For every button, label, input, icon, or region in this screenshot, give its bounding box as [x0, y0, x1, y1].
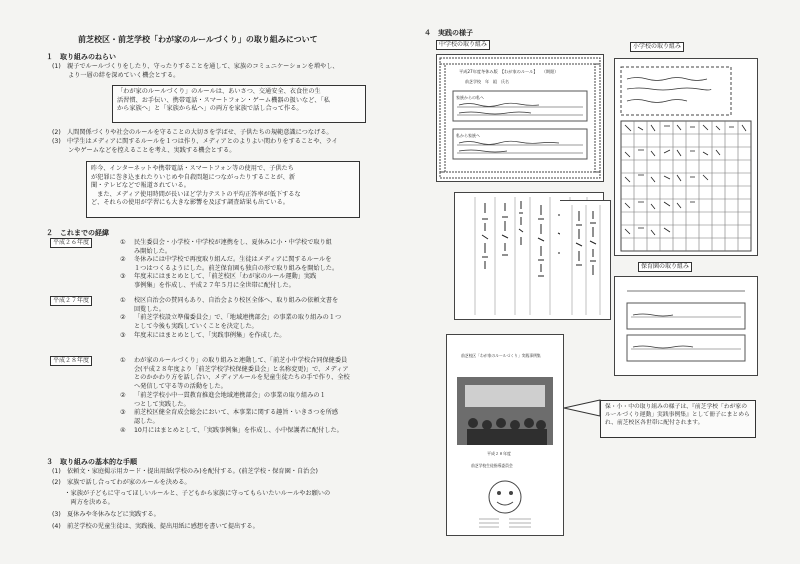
jhs-handwritten-scan-2 — [560, 200, 611, 320]
nursery-form-scan — [614, 276, 758, 376]
list-item: へ発信して守る等の活動をした。 — [134, 382, 227, 390]
caption-box: 保・小・中の取り組みの様子は、『前芝学校「わが家のルールづくり運動」実践事例集』として冊子にまとめられ、前芝校区各世帯に配付されます。 — [600, 400, 756, 438]
es-form-scan — [614, 58, 758, 256]
es-label: 小学校の取り組み — [630, 42, 684, 52]
note-line: が犯罪に巻き込まれたりいじめや自殺問題につながったりすることが、新 — [91, 173, 296, 181]
booklet-cover — [446, 334, 564, 536]
nursery-label: 保育園の取り組み — [638, 262, 692, 272]
list-number: ① — [120, 357, 126, 364]
list-item: 回覧した。 — [134, 305, 165, 313]
booklet-photo — [457, 377, 553, 445]
list-item: 民生委員会・小学校・中学校が連携をし、夏休みに小・中学校で取り組 — [134, 239, 332, 246]
procedure-item: (2) 家族で話し合ってわが家のルールを決める。 — [52, 479, 191, 486]
es-form-drawing — [615, 59, 757, 255]
list-item: １つはつくるようにした。前芝保育園も独自の形で取り組みを開始した。 — [134, 264, 339, 272]
note-line: 昨今、インターネットや携帯電話・スマートフォン等の使用で、子供たち — [91, 165, 294, 172]
quote-line: 「わが家のルールづくり」のルールは、あいさつ、交通安全、衣食住の生 — [117, 88, 321, 95]
list-number: ① — [120, 239, 126, 246]
list-item: 年度末にはまとめとして、「前芝校区「わが家のルール運動」実践 — [134, 273, 317, 281]
section-3-heading: ３ 取り組みの基本的な手順 — [46, 458, 137, 466]
paragraph: (2) 人間関係づくりや社会のルールを守ることの大切さを学ばせ、子供たちの規範意識につなげる。 — [52, 129, 333, 136]
quote-line: 活習慣、お手伝い、携帯電話・スマートフォン・ゲーム機器の扱いなど、「私 — [117, 96, 330, 104]
list-item: 「前芝学校小中一貫教育推進会地域連携部会」の事業の取り組みの１ — [134, 392, 326, 399]
list-item: 年度末にはまとめとして、「実践事例集」を作成した。 — [134, 331, 286, 339]
section-2-heading: ２ これまでの経緯 — [46, 229, 109, 237]
list-item: 前芝校区健全育成会総会において、本事業に関する趣旨・いきさつを所感 — [134, 409, 339, 417]
list-item: わが家のルールづくり」の取り組みと連動して、「前芝小中学校合同保健委員 — [134, 357, 348, 364]
list-item: 会(平成２８年度より「前芝学校学校保健委員会」と名称変更)」で、メディア — [134, 365, 349, 373]
jhs-label: 中学校の取り組み — [436, 40, 490, 50]
procedure-item: (4) 前芝学校の児童生徒は、実践後、提出用紙に感想を書いて提出する。 — [52, 523, 259, 530]
list-item: 事例集」を作成し、平成２７年５月に全世帯に配付した。 — [134, 281, 295, 289]
booklet-illustration — [475, 475, 535, 531]
paragraph: (1) 親子でルールづくりをしたり、守ったりすることを通して、家族のコミュニケーションを増やし、 — [52, 63, 339, 70]
note-line: ど、それらの使用が学習にも大きな影響を及ぼす調査結果も出ている。 — [91, 199, 289, 207]
form-title: 平成27年度冬休み版 【わが家のルール】 （期限） — [459, 69, 559, 74]
nursery-form-drawing — [615, 277, 757, 375]
list-item: とのかかわり方を話し合い、メディアルールを児童生徒たちの手で作り、全校 — [134, 374, 350, 382]
section-4-heading: ４ 実践の様子 — [424, 29, 473, 37]
booklet-org: 前芝学校生徒指導委員会 — [471, 463, 513, 468]
year-tag: 平成２７年度 — [50, 296, 92, 306]
list-item: として今後も実践していくことを決定した。 — [134, 322, 258, 330]
jhs-form-scan — [436, 54, 604, 182]
booklet-title: 前芝校区「わが家のルールづくり」実践事例集 — [461, 353, 541, 358]
note-line: 聞・テレビなどで報道されている。 — [91, 182, 190, 190]
list-item: 校区自治会の賛同もあり、自治会より校区全体へ、取り組みの依頼文書を — [134, 297, 339, 304]
list-number: ③ — [120, 273, 126, 281]
procedure-item: (1) 依頼文・家庭掲示用カード・提出用紙(学校のみ)を配付する。(前芝学校・保育園・自治会) — [52, 468, 318, 475]
procedure-item: ・家族が子どもに守ってほしいルールと、子どもから家族に守ってもらいたいルールやお願いの — [52, 490, 331, 497]
section-1-heading: １ 取り組みのねらい — [46, 53, 116, 61]
page-title: 前芝校区・前芝学校「わが家のルールづくり」の取り組みについて — [78, 35, 318, 44]
note-line: また、メディア使用時間が長いほど学力テストの平均正答率が低下するな — [91, 190, 301, 198]
handwritten-drawing — [560, 201, 610, 319]
form-name-row: 前芝学校 年 組 氏名 — [465, 79, 509, 84]
quote-line: から家族へ」と「家族から私へ」の両方を家族で話し合って作る。 — [117, 105, 303, 113]
form-section-label: 家族からの私へ — [456, 95, 484, 100]
quote-box — [112, 85, 366, 123]
callout-arrow — [562, 398, 602, 418]
paragraph: ンやゲームなどを控えることを考え、実践する機会とする。 — [68, 147, 236, 154]
list-number: ④ — [120, 426, 126, 434]
list-item: 冬休みには中学校で再度取り組んだ。生徒はメディアに関するルールを — [134, 256, 332, 263]
list-item: 認した。 — [134, 417, 159, 425]
procedure-item: 両方を決める。 — [52, 499, 114, 506]
list-item: つとして実践した。 — [134, 400, 190, 408]
procedure-item: (3) 夏休みや冬休みなどに実践する。 — [52, 511, 160, 518]
list-number: ① — [120, 297, 126, 304]
list-number: ② — [120, 256, 126, 263]
paragraph: (3) 中学生はメディアに関するルールを１つは作り、メディアとのよりよい関わりをすることや、ライ — [52, 138, 338, 145]
year-tag: 平成２８年度 — [50, 356, 92, 366]
year-tag: 平成２６年度 — [50, 238, 92, 248]
list-number: ② — [120, 392, 126, 399]
form-section-label: 私から家族へ — [456, 133, 480, 138]
booklet-year: 平成２８年度 — [487, 451, 511, 456]
list-number: ③ — [120, 331, 126, 339]
list-item: み開始した。 — [134, 247, 172, 255]
list-number: ③ — [120, 409, 126, 417]
list-item: 10月にはまとめとして、「実践事例集」を作成し、小中保護者に配付した。 — [134, 426, 343, 434]
photo-drawing — [457, 377, 553, 445]
list-number: ② — [120, 314, 126, 322]
paragraph: より一層の絆を深めていく機会とする。 — [68, 72, 180, 79]
note-box — [86, 161, 360, 218]
list-item: 「前芝学校設立準備委員会」で、「地域連携部会」の事業の取り組みの１つ — [134, 314, 342, 322]
